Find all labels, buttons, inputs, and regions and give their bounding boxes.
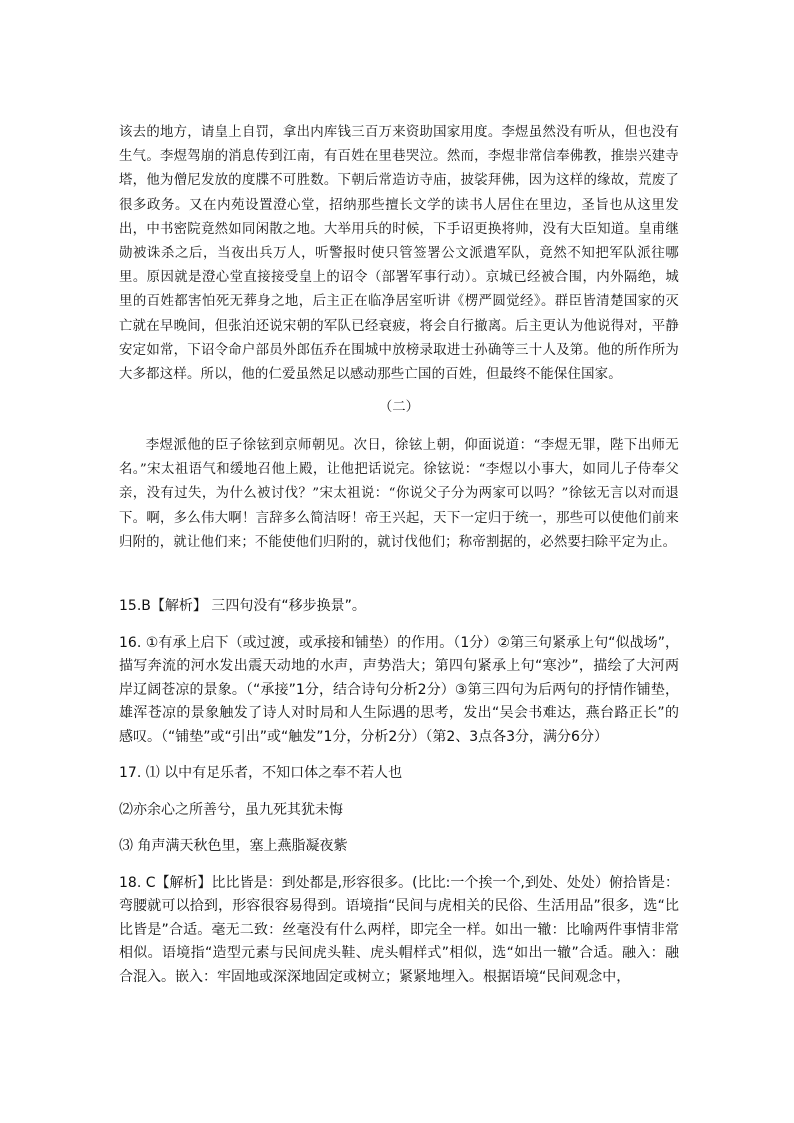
answer-q16: 16. ①有承上启下（或过渡，或承接和铺垫）的作用。（1分）②第三句紧承上句“似战场”，描写奔流的河水发出震天动地的水声，声势浩大；第四句紧承上句“寒沙”，描绘了大河两岸辽阔苍凉的景象。（“承接”1分，结合诗句分析2分）③第三四句为后两句的抒情作铺垫，雄浑苍凉的景象触发了诗人对时局和人生际遇的思考，发出“吴会书难达，燕台路正长”的感叹。（“铺垫”或“引出”或“触发”1分，分析2分）（第2、3点各3分，满分6分） <box>119 634 679 745</box>
answer-q17-line2: ⑵亦余心之所善兮，虽九死其犹未悔 <box>119 801 343 818</box>
answer-q17-line3: ⑶ 角声满天秋色里，塞上燕脂凝夜紫 <box>119 838 348 854</box>
translation-paragraph-2: 李煜派他的臣子徐铉到京师朝见。次日，徐铉上朝，仰面说道：“李煜无罪，陛下出师无名。”宋太祖语气和缓地召他上殿，让他把话说完。徐铉说：“李煜以小事大，如同儿子侍奉父亲，没有过失，为什么被讨伐？”宋太祖说：“你说父子分为两家可以吗？”徐铉无言以对而退下。啊，多么伟大啊！言辞多么简洁呀！帝王兴起，天下一定归于统一，那些可以使他们前来归附的，就让他们来；不能使他们归附的，就讨伐他们；称帝割据的，必然要扫除平定为止。 <box>119 438 679 550</box>
answer-section <box>119 595 679 989</box>
section-heading-two: （二） <box>378 400 420 415</box>
answer-q17-line1: 17. ⑴ 以中有足乐者，不知口体之奉不若人也 <box>119 765 403 781</box>
answer-q18: 18. C【解析】比比皆是：到处都是,形容很多。(比比:一个挨一个,到处、处处）俯拾皆是：弯腰就可以拾到，形容很容易得到。语境指“民间与虎相关的民俗、生活用品”很多，选“比比皆是”合适。毫无二致：丝毫没有什么两样，即完全一样。如出一辙：比喻两件事情非常相似。语境指“造型元素与民间虎头鞋、虎头帽样式”相似，选“如出一辙”合适。融入：融合混入。嵌入：牢固地或深深地固定或树立；紧紧地埋入。根据语境“民间观念中， <box>119 874 679 985</box>
translation-paragraph-1: 该去的地方，请皇上自罚，拿出内库钱三百万来资助国家用度。李煜虽然没有听从，但也没有生气。李煜驾崩的消息传到江南，有百姓在里巷哭泣。然而，李煜非常信奉佛教，推崇兴建寺塔，他为僧尼发放的度牒不可胜数。下朝后常造访寺庙，披裟拜佛，因为这样的缘故，荒废了很多政务。又在内苑设置澄心堂，招纳那些擅长文学的读书人居住在里边，圣旨也从这里发出，中书密院竟然如同闲散之地。大举用兵的时候，下手诏更换将帅，没有大臣知道。皇甫继勋被诛杀之后，当夜出兵万人，听警报时使只管签署公文派遣军队，竟然不知把军队派往哪里。原因就是澄心堂直接接受皇上的诏令（部署军事行动）。京城已经被合围，内外隔绝，城里的百姓都害怕死无葬身之地，后主正在临净居室听讲《楞严圆觉经》。群臣皆清楚国家的灭亡就在早晚间，但张泊还说宋朝的军队已经衰疲，将会自行撤离。后主更认为他说得对，平静安定如常，下诏令命户部员外郎伍乔在围城中放榜录取进士孙确等三十人及第。他的所作所为大多都这样。所以，他的仁爱虽然足以感动那些亡国的百姓，但最终不能保住国家。 <box>119 125 679 383</box>
translation-part-one <box>119 121 679 387</box>
translation-part-two <box>119 434 679 555</box>
answer-q15: 15.B【解析】 三四句没有“移步换景”。 <box>119 598 366 614</box>
